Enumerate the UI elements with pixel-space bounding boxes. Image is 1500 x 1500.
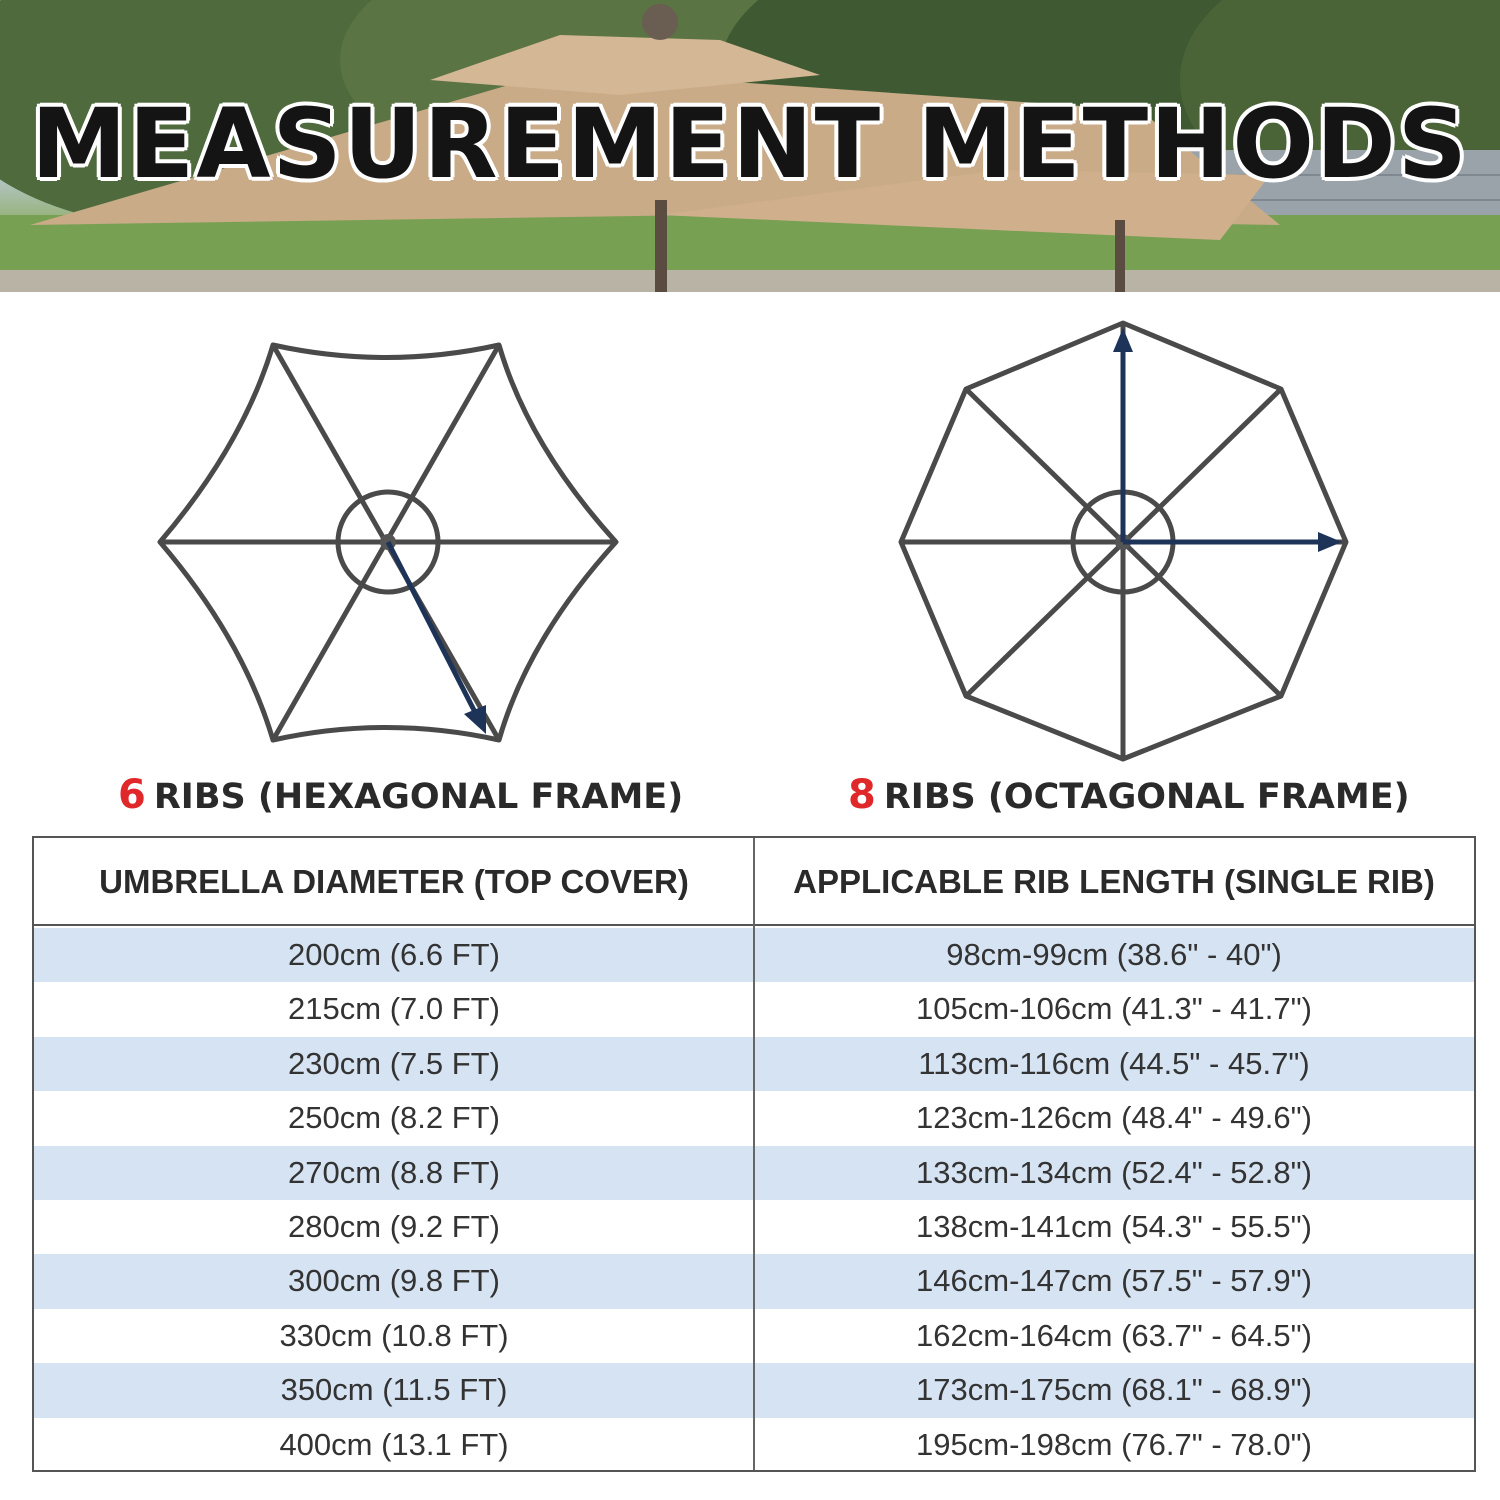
caption-text: RIBS (OCTAGONAL FRAME) (883, 777, 1410, 817)
rib-length-cell: 113cm-116cm (44.5" - 45.7") (918, 1045, 1310, 1081)
column-header-diameter: UMBRELLA DIAMETER (TOP COVER) (99, 863, 689, 900)
rib-length-cell: 123cm-126cm (48.4" - 49.6") (916, 1100, 1312, 1136)
rib-length-cell: 133cm-134cm (52.4" - 52.8") (916, 1154, 1312, 1190)
caption-text: RIBS (HEXAGONAL FRAME) (153, 777, 684, 817)
rib-length-cell: 138cm-141cm (54.3" - 55.5") (916, 1208, 1312, 1244)
diameter-cell: 300cm (9.8 FT) (288, 1263, 500, 1299)
diameter-cell: 200cm (6.6 FT) (288, 937, 500, 972)
diameter-cell: 350cm (11.5 FT) (280, 1372, 508, 1408)
octagon-umbrella-icon (770, 300, 1470, 770)
page-title: MEASUREMENT METHODS (31, 88, 1469, 200)
diameter-cell: 270cm (8.8 FT) (288, 1154, 500, 1190)
column-header-rib-length: APPLICABLE RIB LENGTH (SINGLE RIB) (793, 863, 1435, 900)
radius-arrow-horizontal (1123, 532, 1342, 552)
diameter-cell: 280cm (9.2 FT) (288, 1208, 500, 1244)
hexagonal-caption (118, 772, 683, 828)
rib-length-cell: 195cm-198cm (76.7" - 78.0") (916, 1426, 1312, 1462)
hexagonal-frame-diagram (40, 300, 740, 770)
octagonal-frame-diagram (770, 300, 1470, 770)
hexagon-umbrella-icon (40, 300, 740, 770)
rib-count: 8 (848, 772, 876, 818)
diameter-cell: 215cm (7.0 FT) (288, 991, 500, 1027)
rib-length-cell: 162cm-164cm (63.7" - 64.5") (916, 1317, 1312, 1353)
diameter-cell: 230cm (7.5 FT) (288, 1045, 500, 1081)
rib-count: 6 (118, 772, 146, 818)
rib-length-cell: 105cm-106cm (41.3" - 41.7") (916, 991, 1312, 1027)
diameter-cell: 250cm (8.2 FT) (288, 1100, 500, 1136)
octagonal-caption (848, 772, 1410, 828)
rib-length-cell: 173cm-175cm (68.1" - 68.9") (916, 1372, 1312, 1408)
rib-length-arrow (388, 542, 486, 734)
column-divider (753, 838, 755, 1470)
rib-length-cell: 146cm-147cm (57.5" - 57.9") (916, 1263, 1312, 1299)
radius-arrow-vertical (1113, 328, 1133, 542)
rib-length-cell: 98cm-99cm (38.6" - 40") (946, 937, 1282, 972)
diameter-cell: 400cm (13.1 FT) (279, 1426, 509, 1462)
size-table (32, 836, 1476, 1472)
diameter-cell: 330cm (10.8 FT) (279, 1317, 509, 1353)
header-banner (0, 0, 1500, 292)
